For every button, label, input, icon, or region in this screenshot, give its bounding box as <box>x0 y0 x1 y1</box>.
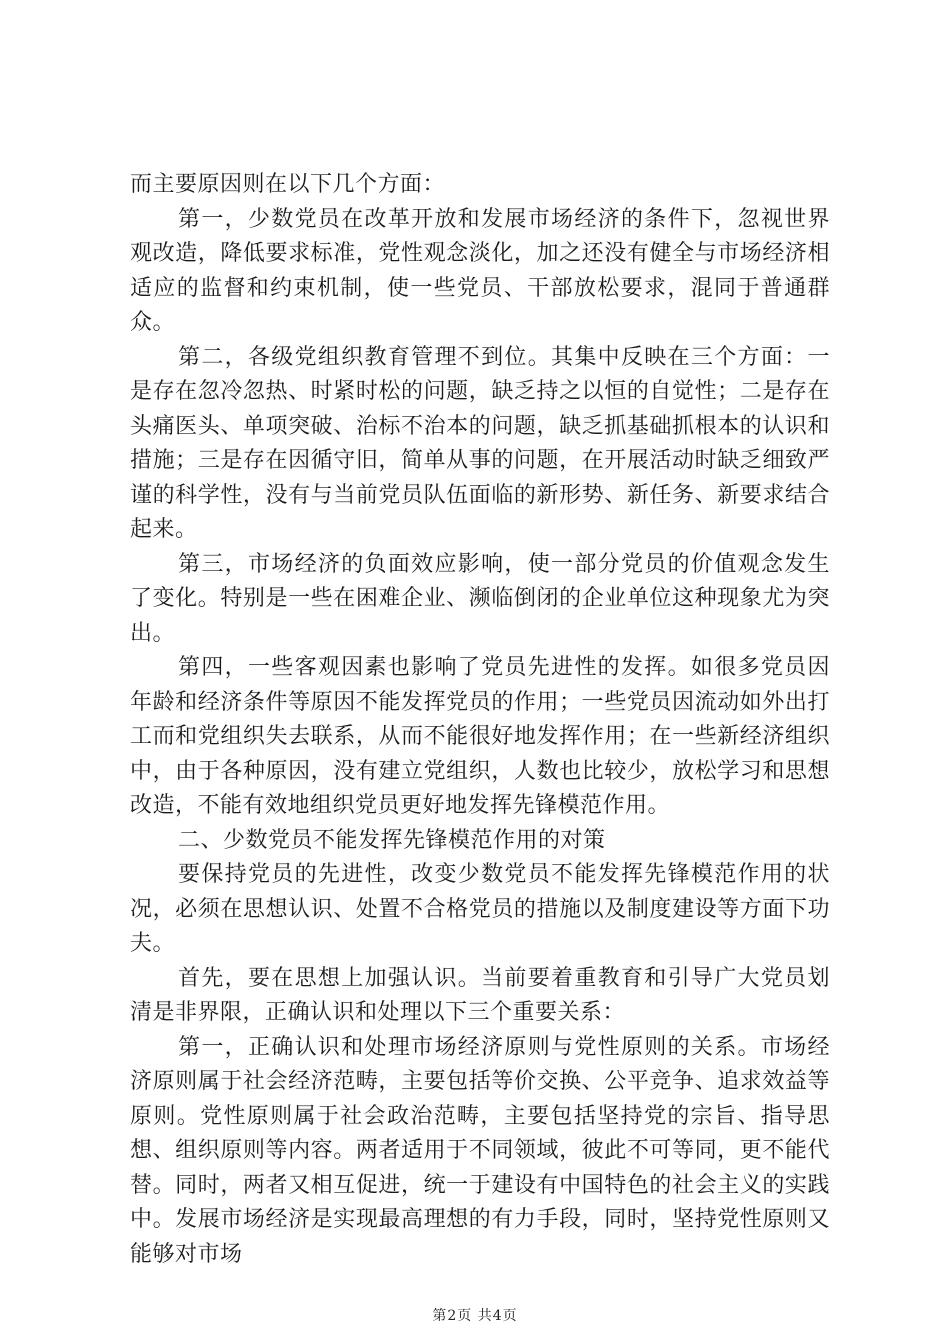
page-number-label: 第2页 共4页 <box>432 1308 518 1324</box>
paragraph-5: 第四，一些客观因素也影响了党员先进性的发挥。如很多党员因年龄和经济条件等原因不能发挥党员的作用；一些党员因流动如外出打工而和党组织失去联系，从而不能很好地发挥作用；在一些新经济组织中，由于各种原因，没有建立党组织，人数也比较少，放松学习和思想改造，不能有效地组织党员更好地发挥先锋模范作用。 <box>130 655 830 818</box>
paragraph-7: 要保持党员的先进性，改变少数党员不能发挥先锋模范作用的状况，必须在思想认识、处置不合格党员的措施以及制度建设等方面下功夫。 <box>130 862 830 956</box>
section-heading: 二、少数党员不能发挥先锋模范作用的对策 <box>178 827 606 853</box>
page-footer <box>0 1305 950 1325</box>
paragraph-3: 第二，各级党组织教育管理不到位。其集中反映在三个方面：一是存在忽冷忽热、时紧时松的问题，缺乏持之以恒的自觉性；二是存在头痛医头、单项突破、治标不治本的问题，缺乏抓基础抓根本的认识和措施；三是存在因循守旧，简单从事的问题，在开展活动时缺乏细致严谨的科学性，没有与当前党员队伍面临的新形势、新任务、新要求结合起来。 <box>130 344 830 542</box>
paragraph-9: 第一，正确认识和处理市场经济原则与党性原则的关系。市场经济原则属于社会经济范畴，主要包括等价交换、公平竞争、追求效益等原则。党性原则属于社会政治范畴，主要包括坚持党的宗旨、指导思想、组织原则等内容。两者适用于不同领域，彼此不可等同，更不能代替。同时，两者又相互促进，统一于建设有中国特色的社会主义的实践中。发展市场经济是实现最高理想的有力手段，同时，坚持党性原则又能够对市场 <box>130 1034 830 1267</box>
paragraph-8: 首先，要在思想上加强认识。当前要着重教育和引导广大党员划清是非界限，正确认识和处理以下三个重要关系： <box>130 965 830 1025</box>
paragraph-1: 而主要原因则在以下几个方面： <box>130 172 446 197</box>
document-body <box>130 168 830 1272</box>
paragraph-4: 第三，市场经济的负面效应影响，使一部分党员的价值观念发生了变化。特别是一些在困难企业、濒临倒闭的企业单位这种现象尤为突出。 <box>130 551 830 646</box>
paragraph-2: 第一，少数党员在改革开放和发展市场经济的条件下，忽视世界观改造，降低要求标准，党性观念淡化，加之还没有健全与市场经济相适应的监督和约束机制，使一些党员、干部放松要求，混同于普通群众。 <box>130 206 830 335</box>
